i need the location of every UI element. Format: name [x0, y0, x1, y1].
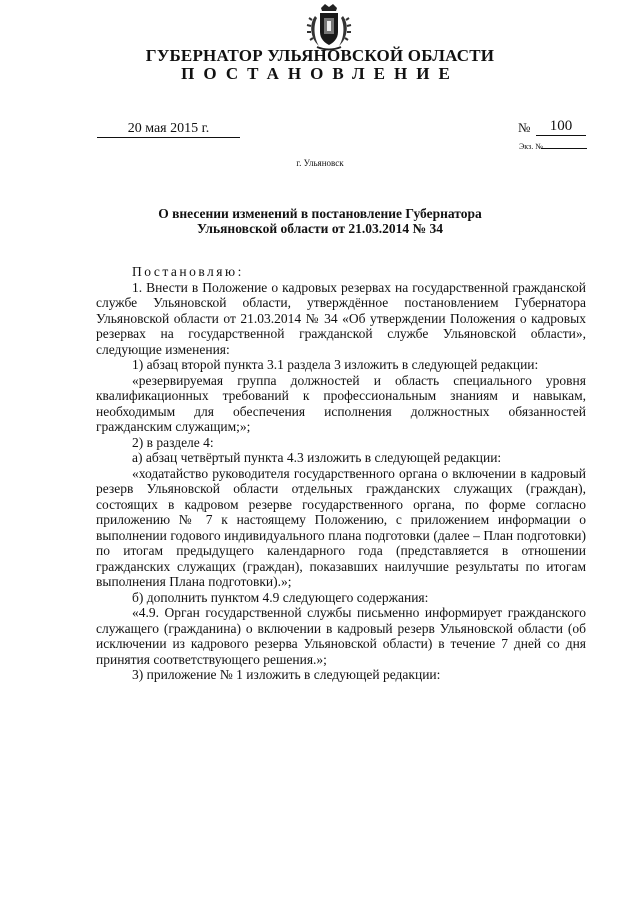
paragraph: «ходатайство руководителя государственного органа о включении в кадровый резерв Ульяновской области отдельных гражданских служащих (граждан), состоящих в кадровом резерве государственного органа, по форме согласно приложению № 7 к настоящему Положению, с приложением информации о выполнении годового индивидуального плана подготовки (далее – План подготовки) по итогам предыдущего календарного года (представляется в отношении гражданских служащих (граждан), показавших наилучшие результаты по итогам выполнения Плана подготовки).»;: [96, 465, 586, 589]
title-line-1: О внесении изменений в постановление Губернатора: [158, 206, 482, 221]
paragraph-resolve: Постановляю:: [132, 264, 244, 279]
document-number: 100: [536, 118, 586, 136]
paragraph: «4.9. Орган государственной службы письменно информирует гражданского служащего (гражданина) о включении в кадровый резерв Ульяновской области (об исключении из кадрового резерва Ульяновской области) в течение 7 дней со дня принятия соответствующего решения.»;: [96, 605, 586, 667]
copy-number-line: [541, 148, 587, 149]
document-date: 20 мая 2015 г.: [97, 121, 240, 138]
paragraph: 1) абзац второй пункта 3.1 раздела 3 изложить в следующей редакции:: [132, 357, 539, 372]
document-title: [120, 206, 520, 236]
paragraph: «резервируемая группа должностей и область специального уровня квалификационных требований к профессиональным знаниям и навыкам, необходимым для обеспечения исполнения должностных обязанностей гражданским служащим;»;: [96, 372, 586, 434]
document-type: ПОСТАНОВЛЕНИЕ: [181, 64, 459, 83]
number-label: №: [518, 120, 531, 135]
document-body: [96, 264, 586, 683]
city-name: г. Ульяновск: [296, 158, 344, 168]
paragraph: 1. Внести в Положение о кадровых резервах на государственной гражданской службе Ульяновской области, утверждённое постановлением Губернатора Ульяновской области от 21.03.2014 № 34 «Об утверждении Положения о кадровых резервах на государственной гражданской службе Ульяновской области», следующие изменения:: [96, 279, 586, 357]
paragraph: а) абзац четвёртый пункта 4.3 изложить в следующей редакции:: [132, 450, 502, 465]
paragraph: 2) в разделе 4:: [132, 434, 214, 450]
coat-of-arms-icon: [305, 2, 353, 52]
organization-name: ГУБЕРНАТОР УЛЬЯНОВСКОЙ ОБЛАСТИ: [145, 46, 495, 65]
copy-number-label: Экз. №: [519, 142, 543, 151]
paragraph: б) дополнить пунктом 4.9 следующего содержания:: [132, 589, 429, 605]
paragraph: 3) приложение № 1 изложить в следующей редакции:: [132, 667, 441, 682]
title-line-2: Ульяновской области от 21.03.2014 № 34: [197, 221, 443, 236]
